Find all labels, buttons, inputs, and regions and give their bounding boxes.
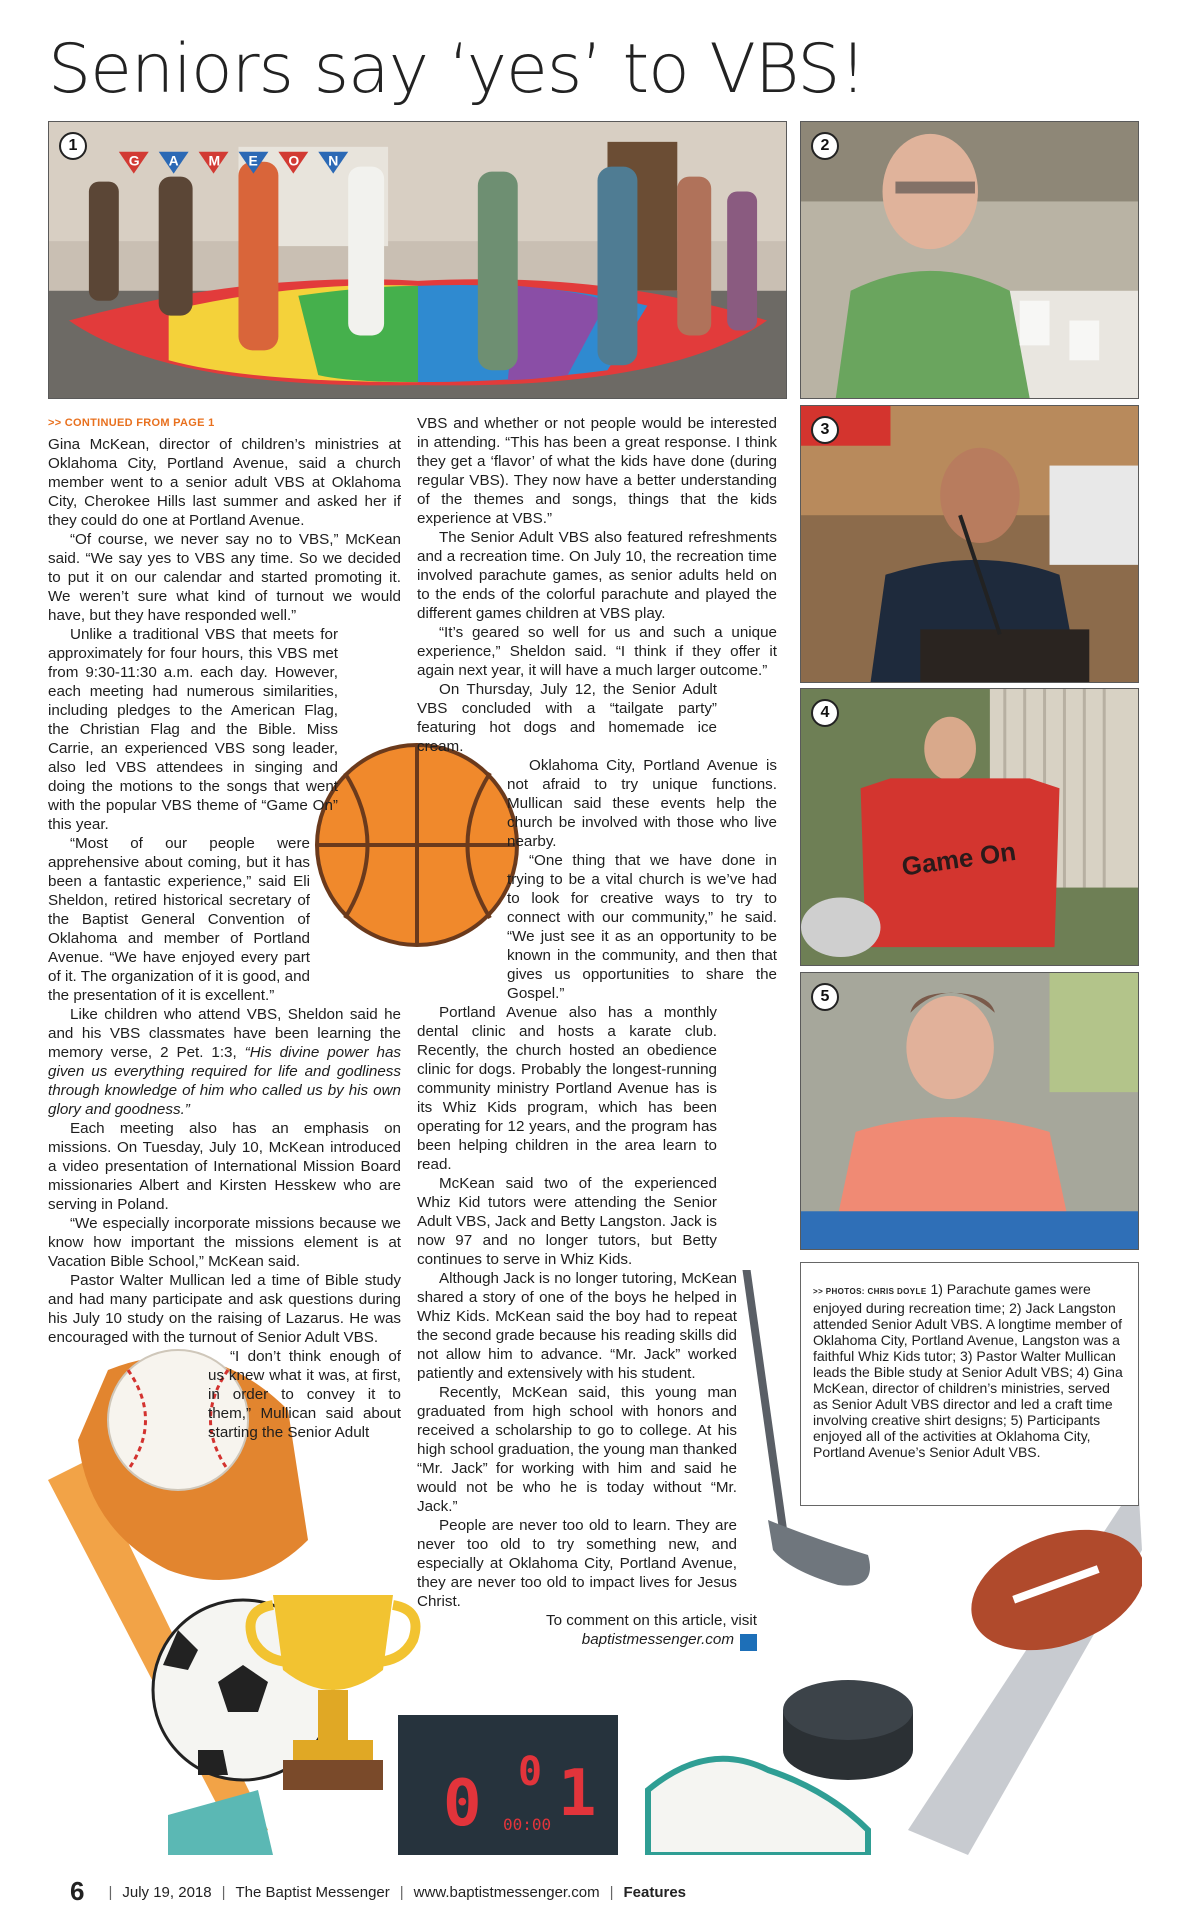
memory-verse: “His divine power has given us everything required for life and godliness through knowledge of him who called us by his own glory and goodness.” <box>48 1044 401 1118</box>
paragraph: On Thursday, July 12, the Senior Adult VBS concluded with a “tailgate party” featuring hot dogs and homemade ice cream. <box>417 681 717 755</box>
article-column-2 <box>417 414 777 1651</box>
photo-pastor-mullican <box>800 405 1139 683</box>
page-number: 6 <box>70 1876 85 1906</box>
banner-letter: G <box>128 152 140 169</box>
paragraph: VBS and whether or not people would be interested in attending. “This has been a great response. I think they get a ‘flavor’ of what the kids have done (during regular VBS). They now have a better understanding of the themes and songs, things that the kids experience at VBS.” <box>417 415 777 527</box>
scoreboard <box>398 1715 618 1855</box>
paragraph: “Of course, we never say no to VBS,” McKean said. “We say yes to VBS any time. So we decided to put it on our calendar and started promoting it. We weren’t sure what kind of turnout we would have, but they have responded well.” <box>48 531 401 624</box>
verse-ref: Like children who attend VBS, Sheldon said he and his VBS classmates have been learning the memory verse, 2 Pet. 1:3, <box>48 1006 401 1061</box>
score-left: 0 <box>443 1767 482 1841</box>
issue-date: July 19, 2018 <box>122 1884 212 1901</box>
hockey-puck-icon <box>783 1680 913 1780</box>
website-link[interactable]: www.baptistmessenger.com <box>413 1884 600 1901</box>
paragraph: The Senior Adult VBS also featured refreshments and a recreation time. On July 10, the recreation time involved parachute games, as senior adults held on to the ends of the colorful parachute and played the different games children at VBS play. <box>417 529 777 622</box>
photo-gina-mckean <box>800 688 1139 966</box>
paragraph: Unlike a traditional VBS that meets for approximately for four hours, this VBS met from 9:30-11:30 a.m. each day. However, each meeting had numerous similarities, including pledges to the American Flag, the Christian Flag and the Bible. Miss Carrie, an experienced VBS song leader, also led VBS attendees in singing and doing the motions to the songs that went with the popular VBS theme of “Game On” this year. <box>48 626 338 833</box>
paragraph: Recently, McKean said, this young man graduated from high school with honors and received a scholarship to go to college. At his high school graduation, the young man thanked “Mr. Jack” for working with him and said he would not be who he is today without “Mr. Jack.” <box>417 1384 738 1515</box>
paragraph: Portland Avenue also has a monthly dental clinic and hosts a karate club. Recently, the church hosted an obedience clinic for dogs. Probably the longest-running community ministry Portland Avenue has is its Whiz Kids program, which has been operating for 12 years, and the program has been helping children in the area learn to read. <box>417 1004 717 1173</box>
paragraph: “It’s geared so well for us and such a unique experience,” Sheldon said. “I think if they offer it again next year, it will have a much larger outcome.” <box>417 624 777 679</box>
caption-text: 1) Parachute games were enjoyed during recreation time; 2) Jack Langston attended Senior Adult VBS. A longtime member of Oklahoma City, Portland Avenue, Langston was a faithful Whiz Kids tutor; 3) Pastor Walter Mullican leads the Bible study at Senior Adult VBS; 4) Gina McKean, director of children’s ministries, served as Senior Adult VBS director and led a craft time involving creative shirt designs; 5) Participants enjoyed all of the activities at Oklahoma City, Portland Avenue’s Senior Adult VBS. <box>813 1281 1123 1460</box>
paragraph: Each meeting also has an emphasis on missions. On Tuesday, July 10, McKean introduced a video presentation of International Mission Board missionaries Albert and Kirsten Hesskew who are serving in Poland. <box>48 1120 401 1213</box>
photo-credit: >> PHOTOS: CHRIS DOYLE <box>813 1287 927 1296</box>
paragraph: Although Jack is no longer tutoring, McKean shared a story of one of the boys he helped in Whiz Kids. McKean said the boy had to repeat the second grade because his reading skills did not allow him to advance. “Mr. Jack” worked patiently and extensively with his student. <box>417 1270 737 1382</box>
banner-letter: O <box>288 152 300 169</box>
messenger-logo-icon: m <box>740 1634 757 1651</box>
photo-number: 4 <box>811 699 839 727</box>
banner-letter: A <box>168 152 179 169</box>
paragraph: “One thing that we have done in trying to be a vital church is we’ve had to look for creative ways to try to connect with our community,” he said. “We just see it as an opportunity to be known in the community, and then that gives us opportunities to share the Gospel.” <box>507 852 777 1002</box>
article-column-1 <box>48 414 401 1442</box>
photo-jack-langston <box>800 121 1139 399</box>
photo-number: 1 <box>59 132 87 160</box>
headline: Seniors say ‘yes’ to VBS! <box>48 30 866 109</box>
photo-parachute-games <box>48 121 787 399</box>
site-link[interactable]: baptistmessenger.com <box>581 1631 734 1648</box>
paragraph: People are never too old to learn. They are never too old to try something new, and especially at Oklahoma City, Portland Avenue, they are never too old to impact lives for Jesus Christ. <box>417 1517 737 1610</box>
page-footer: 6 | July 19, 2018 | The Baptist Messenger | www.baptistmessenger.com | Features <box>70 1876 687 1906</box>
banner-letter: N <box>328 152 339 169</box>
score-mid: 0 <box>518 1749 543 1795</box>
photo-number: 2 <box>811 132 839 160</box>
shirt-text: Game On <box>900 837 1018 882</box>
paragraph: McKean said two of the experienced Whiz Kid tutors were attending the Senior Adult VBS, Jack and Betty Langston. Jack is now 97 and no longer tutors, but Betty continues to serve in Whiz Kids. <box>417 1175 717 1268</box>
paragraph: “We especially incorporate missions because we know how important the missions element is at Vacation Bible School,” McKean said. <box>48 1215 401 1270</box>
paragraph: Oklahoma City, Portland Avenue is not afraid to try unique functions. Mullican said these events help the church be involved with those who live nearby. <box>507 757 777 850</box>
comment-text: To comment on this article, visit <box>545 1612 757 1629</box>
photo-number: 5 <box>811 983 839 1011</box>
paragraph <box>48 1005 401 1119</box>
photo-number: 3 <box>811 416 839 444</box>
paragraph: Pastor Walter Mullican led a time of Bible study and had many participate and ask questions during his July 10 study on the raising of Lazarus. He was encouraged with the turnout of Senior Adult VBS. <box>48 1272 401 1346</box>
banner-letter: M <box>208 152 221 169</box>
banner-letter: E <box>248 152 258 169</box>
score-clock: 00:00 <box>503 1815 552 1834</box>
photo-participant <box>800 972 1139 1250</box>
paragraph: Gina McKean, director of children’s ministries at Oklahoma City, Portland Avenue, said a church member went to a senior adult VBS at Oklahoma City, Cherokee Hills last summer and asked her if they could do one at Portland Avenue. <box>48 436 401 529</box>
continued-label: >> CONTINUED FROM PAGE 1 <box>48 417 215 429</box>
comment-line <box>417 1611 773 1651</box>
photo-caption-box <box>800 1262 1139 1506</box>
paragraph: “I don’t think enough of us knew what it was, at first, in order to convey it to them,” Mullican said about starting the Senior Adult <box>208 1348 401 1441</box>
paragraph: “Most of our people were apprehensive about coming, but it has been a fantastic experience,” said Eli Sheldon, retired historical secretary of the Baptist General Convention of Oklahoma and member of Portland Avenue. “We have enjoyed every part of it. The organization of it is good, and the presentation of it is excellent.” <box>48 835 310 1004</box>
score-right: 1 <box>558 1757 597 1831</box>
section-name: Features <box>623 1884 687 1901</box>
publication-name: The Baptist Messenger <box>235 1884 390 1901</box>
